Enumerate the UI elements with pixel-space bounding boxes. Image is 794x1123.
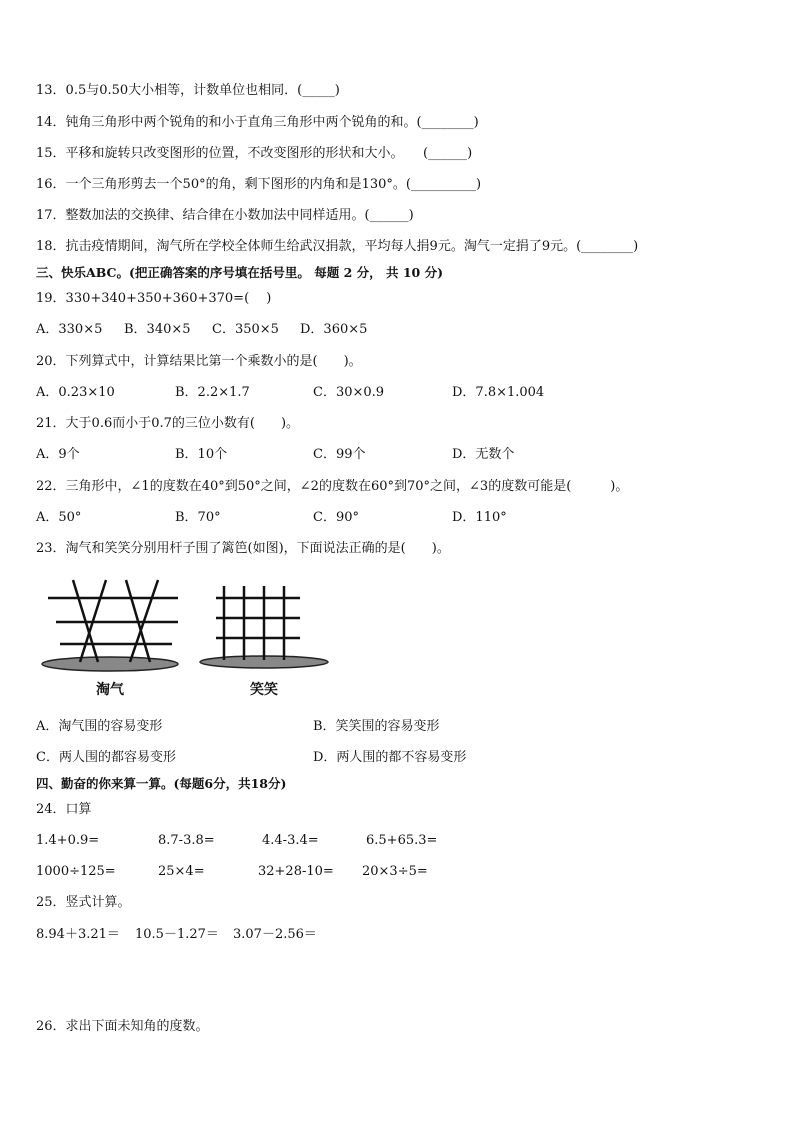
q19-option-a: A．330×5 [36,322,103,337]
question-16: 16．一个三角形剪去一个50°的角，剩下图形的内角和是130°。(__________) [36,177,482,192]
question-21-stem: 21．大于0.6而小于0.7的三位小数有( )。 [36,416,300,431]
xiaoxiao-fence-figure [198,584,334,674]
q22-option-a: A．50° [36,510,82,525]
question-22-stem: 22．三角形中，∠1的度数在40°到50°之间，∠2的度数在60°到70°之间，∠3的度数可能是( )。 [36,479,629,494]
question-24-title: 24．口算 [36,802,92,817]
question-20-stem: 20．下列算式中，计算结果比第一个乘数小的是( )。 [36,354,362,369]
question-25-title: 25．竖式计算。 [36,895,131,910]
question-13: 13．0.5与0.50大小相等，计数单位也相同．(_____) [36,83,340,98]
q21-option-c: C．99个 [313,447,366,462]
question-18: 18．抗击疫情期间，淘气所在学校全体师生给武汉捐款，平均每人捐9元。淘气一定捐了9元。(________) [36,239,639,254]
question-23-stem: 23．淘气和笑笑分别用杆子围了篱笆(如图)，下面说法正确的是( )。 [36,541,450,556]
question-17: 17．整数加法的交换律、结合律在小数加法中同样适用。(______) [36,208,414,223]
q23-option-c: C．两人围的都容易变形 [36,750,176,765]
q22-option-d: D．110° [452,510,507,525]
q19-option-d: D．360×5 [300,322,368,337]
q22-option-c: C．90° [313,510,359,525]
q24-expression: 8.7-3.8= [158,833,215,848]
q20-option-d: D．7.8×1.004 [452,385,545,400]
question-15: 15．平移和旋转只改变图形的位置，不改变图形的形状和大小。 (______) [36,146,473,161]
q25-expression: 10.5－1.27＝ [135,927,219,942]
section-4-title: 四、勤奋的你来算一算。(每题6分，共18分) [36,776,287,791]
q24-expression: 25×4= [158,864,205,879]
q20-option-a: A．0.23×10 [36,385,115,400]
q25-expression: 3.07－2.56＝ [233,927,317,942]
q24-expression: 32+28-10= [258,864,334,879]
q24-expression: 20×3÷5= [362,864,428,879]
q23-option-d: D．两人围的都不容易变形 [313,750,467,765]
q24-expression: 1.4+0.9= [36,833,100,848]
section-3-title: 三、快乐ABC。(把正确答案的序号填在括号里。 每题 2 分， 共 10 分) [36,265,443,280]
q19-option-c: C．350×5 [212,322,279,337]
question-19-stem: 19．330+340+350+360+370=( ) [36,291,272,306]
q21-option-b: B．10个 [175,447,228,462]
question-14: 14．钝角三角形中两个锐角的和小于直角三角形中两个锐角的和。(________) [36,115,479,130]
q24-expression: 4.4-3.4= [262,833,319,848]
q20-option-c: C．30×0.9 [313,385,385,400]
q21-option-d: D．无数个 [452,447,515,462]
question-26-title: 26．求出下面未知角的度数。 [36,1019,209,1034]
q20-option-b: B．2.2×1.7 [175,385,250,400]
xiaoxiao-label: 笑笑 [250,682,278,698]
taoqi-fence-figure [38,576,183,676]
q25-expression: 8.94＋3.21＝ [36,927,120,942]
q24-expression: 6.5+65.3= [366,833,438,848]
q23-option-b: B．笑笑围的容易变形 [313,719,440,734]
q23-option-a: A．淘气围的容易变形 [36,719,163,734]
q19-option-b: B．340×5 [124,322,191,337]
taoqi-label: 淘气 [96,682,124,698]
q24-expression: 1000÷125= [36,864,116,879]
q22-option-b: B．70° [175,510,221,525]
q21-option-a: A．9个 [36,447,80,462]
